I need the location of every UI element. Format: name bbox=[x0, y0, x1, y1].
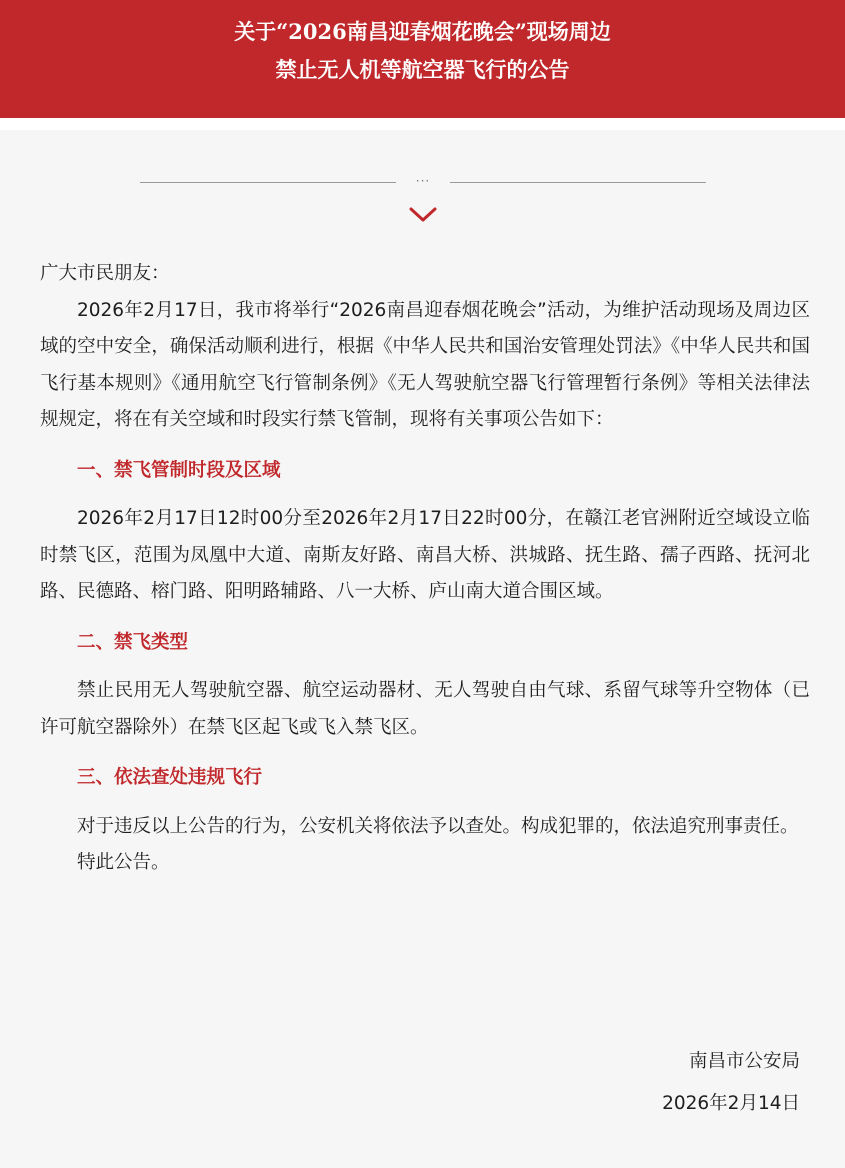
signature-date: 2026年2月14日 bbox=[662, 1093, 800, 1114]
divider-left-line bbox=[140, 182, 396, 183]
section-heading-1: 一、禁飞管制时段及区域 bbox=[77, 459, 281, 481]
banner-gap bbox=[0, 118, 845, 130]
notice-content bbox=[0, 130, 845, 1168]
section-heading-3: 三、依法查处违规飞行 bbox=[77, 767, 263, 788]
intro-paragraph: 2026年2月17日，我市将举行“2026南昌迎春烟花晚会”活动，为维护活动现场及周边区域的空中安全，确保活动顺利进行，根据《中华人民共和国治安管理处罚法》《中华人民共和国飞行基本规则》《通用航空飞行管制条例》《无人驾驶航空器飞行管理暂行条例》等相关法律法规规定，将在有关空域和时段实行禁飞管制，现将有关事项公告如下： bbox=[40, 299, 810, 430]
section-heading-2: 二、禁飞类型 bbox=[77, 631, 189, 653]
section-text-3: 对于违反以上公告的行为，公安机关将依法予以查处。构成犯罪的，依法追究刑事责任。 bbox=[77, 815, 799, 837]
signature-org: 南昌市公安局 bbox=[688, 1051, 800, 1072]
page-title-line1: 关于“2026南昌迎春烟花晚会”现场周边 bbox=[234, 19, 611, 44]
closing-text: 特此公告。 bbox=[77, 852, 170, 873]
divider-right-line bbox=[450, 182, 706, 183]
section-text-1: 2026年2月17日12时00分至2026年2月17日22时00分，在赣江老官洲附近空域设立临时禁飞区，范围为凤凰中大道、南斯友好路、南昌大桥、洪城路、抚生路、孺子西路、抚河北路、民德路、榕门路、阳明路辅路、八一大桥、庐山南大道合围区域。 bbox=[40, 508, 810, 602]
title-banner bbox=[0, 0, 845, 118]
greeting: 广大市民朋友： bbox=[40, 263, 170, 284]
divider-dots: ··· bbox=[415, 174, 431, 188]
section-text-2: 禁止民用无人驾驶航空器、航空运动器材、无人驾驶自由气球、系留气球等升空物体（已许可航空器除外）在禁飞区起飞或飞入禁飞区。 bbox=[40, 680, 810, 738]
chevron-down-icon bbox=[408, 206, 438, 224]
page-title-line2: 禁止无人机等航空器飞行的公告 bbox=[275, 57, 570, 82]
signature-block bbox=[662, 1044, 800, 1122]
notice-body bbox=[40, 256, 810, 882]
